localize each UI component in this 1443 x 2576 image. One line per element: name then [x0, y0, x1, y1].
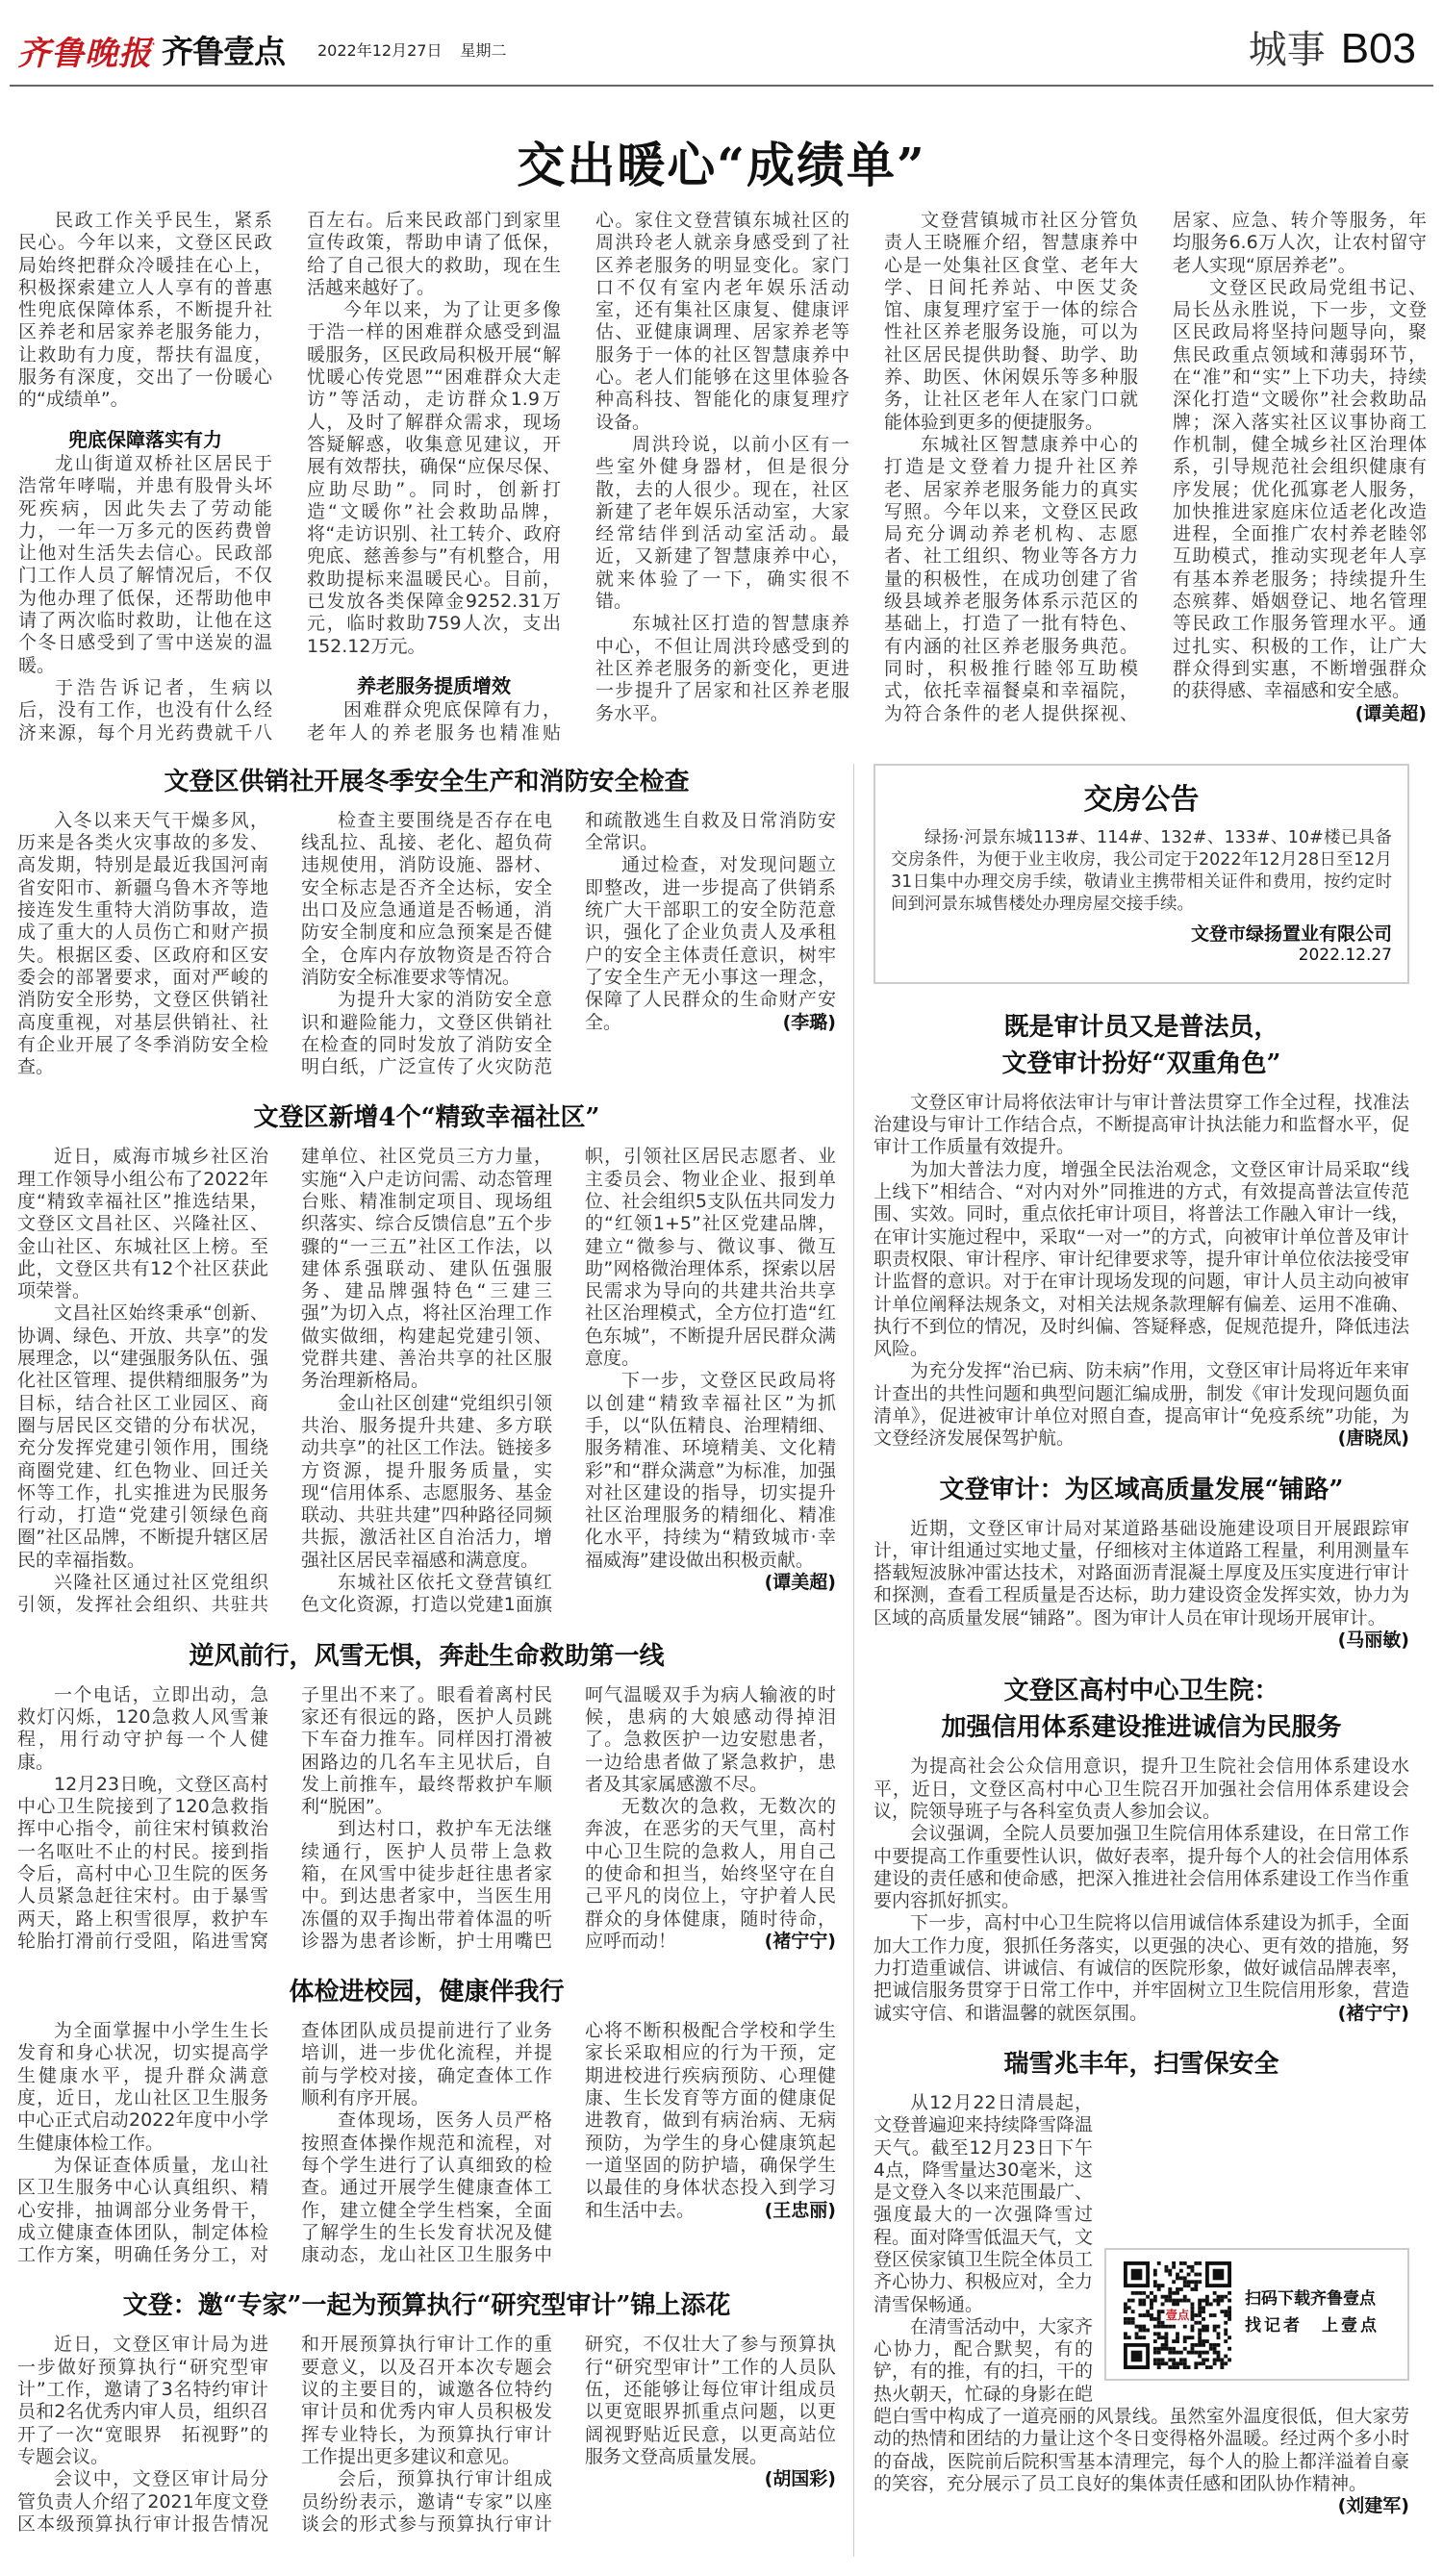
gxs-article-body	[17, 810, 836, 1079]
lower-section	[0, 764, 1443, 2576]
qr-code-icon[interactable]	[1124, 2261, 1231, 2369]
rescue-title: 逆风前行，风雪无惧，奔赴生命救助第一线	[189, 1641, 665, 1671]
paragraph-text: 近日，文登区审计局为进一步做好预算执行“研究型审计”工作，邀请了3名特约审计员和2名优秀内审人员，组织召开了一次“宽眼界 拓视野”的专题会议。	[17, 2334, 268, 2467]
qr-promo-box	[1104, 2248, 1409, 2381]
author-byline: (刘建军)	[1337, 2495, 1409, 2517]
lead-article-title: 交出暖心“成绩单”	[517, 137, 926, 193]
snow-article	[873, 2046, 1409, 2518]
paragraph-text: 会议强调，全院人员要加强卫生院信用体系建设，在日常工作中要提高工作重要性认识，做好表率，提升每个人的社会信用体系建设的责任感和使命感，把深入推进社会信用体系建设工作当作重要内容抓好抓实。	[873, 1823, 1409, 1912]
audit-law-title-2: 文登审计扮好“双重角色”	[1001, 1048, 1281, 1078]
happy-community-article	[17, 1099, 836, 1616]
clinic-title-2: 加强信用体系建设推进诚信为民服务	[941, 1713, 1342, 1743]
author-byline: (唐晓凤)	[1337, 1427, 1409, 1450]
notice-company: 文登市绿扬置业有限公司	[1190, 922, 1392, 945]
notice-title: 交房公告	[1083, 782, 1200, 817]
paragraph	[17, 2020, 268, 2155]
paragraph-text: 为保证查体质量，龙山社区卫生服务中心认真组织、精心安排，抽调部分业务骨干，成立健康查体团队，制定体检工作方案，明确任务分工，对查体团队成员提前进行了业务培训，进一步优化流程，并提前与学校对接，确定查体工作顺利有序开展。	[17, 2020, 552, 2266]
paragraph-text: 在清雪活动中，大家齐心协力，配合默契，有的铲，有的推，有的扫，干的热火朝天，忙碌的身影在皑皑白雪中构成了一道亮丽的风景线。虽然室外温度很低，但大家劳动的热情和团结的力量让这个冬日变得格外温暖。经过两个多小时的奋战，医院前后院积雪基本清理完，每个人的脸上都洋溢着自豪的笑容，充分展示了员工良好的集体责任感和团队协作精神。	[873, 2315, 1409, 2494]
paragraph-text: 为全面掌握中小学生生长发育和身心状况，切实提高学生健康水平，提升群众满意度，近日，龙山社区卫生服务中心正式启动2022年度中小学生健康体检工作。	[17, 2020, 268, 2154]
date-text: 2022年12月27日	[317, 41, 443, 60]
paragraph	[585, 1370, 836, 1594]
paragraph-text: 为充分发挥“治已病、防未病”作用，文登区审计局将近年来审计查出的共性问题和典型问题汇编成册，制发《审计发现问题负面清单》，促进被审计单位对照自查，提高审计“免疫系统”功能，为文登经济发展保驾护航。	[873, 1360, 1409, 1450]
paragraph-text: 文登区审计局将依法审计与审计普法贯穿工作全过程，找准法治建设与审计工作结合点，不断提高审计执法能力和监督水平，促审计工作质量有效提升。	[873, 1091, 1409, 1158]
paragraph	[301, 810, 552, 989]
paragraph	[307, 299, 561, 658]
subheading	[18, 429, 272, 451]
housing-notice	[873, 764, 1409, 984]
paragraph-text: 民政工作关乎民生，紧系民心。今年以来，文登区民政局始终把群众冷暖挂在心上，积极探索建立人人享有的普惠性兜底保障体系，不断提升社区养老和居家养老服务能力，让救助有力度，帮扶有温度，服务有深度，交出了一份暖心的“成绩单”。	[18, 210, 272, 411]
paragraph	[1173, 276, 1427, 724]
paragraph	[17, 1302, 268, 1572]
subheading	[307, 675, 561, 697]
snow-body	[873, 2091, 1409, 2517]
budget-title: 文登：邀“专家”一起为预算执行“研究型审计”锦上添花	[122, 2291, 731, 2321]
section-name: 城事	[1248, 28, 1326, 72]
paragraph-text: 近期，文登区审计局对某道路基础设施建设项目开展跟踪审计，审计组通过实地丈量，仔细核对主体道路工程量，利用测量车搭载短波脉冲雷达技术，对路面沥青混凝土厚度及压实度进行审计和探测，查看工程质量是否达标，助力建设资金发挥实效，协力为区域的高质量发展“铺路”。图为审计人员在审计现场开展审计。	[873, 1517, 1409, 1629]
author-byline: (胡国彩)	[764, 2468, 836, 2490]
gxs-article	[17, 764, 836, 1079]
paragraph-text: 周洪玲说，以前小区有一些室外健身器材，但是很分散，去的人很少。现在，社区新建了老年娱乐活动室，大家经常结伴到活动室活动。最近，又新建了智慧康养中心，就来体验了一下，确实很不错。	[595, 433, 849, 613]
budget-article	[17, 2287, 836, 2536]
paragraph	[301, 1393, 552, 1572]
paragraph-text: 无数次的急救，无数次的奔波，在恶劣的天气里，高村中心卫生院的急救人，用自己的使命和担当，始终坚守在自己平凡的岗位上，守护着人民群众的身体健康，随时待命，应呼而动！	[585, 1796, 836, 1952]
paragraph-text: 入冬以来天气干燥多风，历来是各类火灾事故的多发、高发期，特别是最近我国河南省安阳市、新疆乌鲁木齐等地接连发生重特大消防事故，造成了重大的人员伤亡和财产损失。根据区委、区政府和区安委会的部署要求，面对严峻的消防安全形势，文登区供销社高度重视，对基层供销社、社有企业开展了冬季消防安全检查。	[17, 809, 268, 1078]
subheading-text: 养老服务提质增效	[357, 673, 511, 697]
logo-separator: ·	[151, 35, 157, 53]
happy-community-body	[17, 1146, 836, 1616]
paragraph-text: 困难群众兜底保障有力，老年人的养老服务也精准贴心。家住文登营镇东城社区的周洪玲老人就亲身感受到了社区养老服务的明显变化。家门口不仅有室内老年娱乐活动室，还有集社区康复、健康评估、亚健康调理、居家养老等服务于一体的社区智慧康养中心。老人们能够在这里体验各种高科技、智能化的康复理疗设备。	[307, 210, 849, 744]
author-byline: (褚宁宁)	[1337, 2002, 1409, 2024]
qr-center-label: 壹点	[1165, 2309, 1190, 2323]
paragraph	[595, 434, 849, 613]
subheading-text: 兜底保障落实有力	[68, 427, 222, 451]
audit-road-article	[873, 1472, 1409, 1653]
author-byline: (谭美超)	[1354, 702, 1427, 724]
paragraph	[873, 1517, 1409, 1652]
happy-community-title: 文登区新增4个“精致幸福社区”	[253, 1103, 600, 1133]
author-byline: (谭美超)	[764, 1572, 836, 1594]
paragraph-text: 文登区民政局党组书记、局长丛永胜说，下一步，文登区民政局将坚持问题导向，聚焦民政重点领域和薄弱环节，在“准”和“实”上下功夫，持续深化打造“文暖你”社会救助品牌；深入落实社区议事协商工作机制，健全城乡社区治理体系，引导规范社会组织健康有序发展；优化孤寡老人服务，加快推进家庭床位适老化改造进程，全面推广农村养老睦邻互助模式，推动实现老年人享有基本养老服务；持续提升生态殡葬、婚姻登记、地名管理等民政工作服务管理水平。通过扎实、积极的工作，让广大群众得到实惠，不断增强群众的获得感、幸福感和安全感。	[1173, 276, 1427, 702]
paragraph-text: 文昌社区始终秉承“创新、协调、绿色、开放、共享”的发展理念，以“建强服务队伍、强化社区管理、提供精细服务”为目标，结合社区工业园区、商圈与居民区交错的分布状况，充分发挥党建引领作用，围绕商圈党建、红色物业、回迁关怀等工作，扎实推进为民服务行动，打造“党建引领绿色商圈”社区品牌，不断提升辖区居民的幸福指数。	[17, 1302, 268, 1571]
notice-date: 2022.12.27	[1298, 945, 1392, 965]
paragraph	[873, 1092, 1409, 1159]
paragraph-text: 为提升大家的消防安全意识和避险能力，文登区供销社在检查的同时发放了消防安全明白纸，广泛宣传了火灾防范和疏散逃生自救及日常消防安全常识。	[301, 809, 836, 1078]
paragraph-text: 于浩告诉记者，生病以后，没有工作，也没有什么经济来源，每个月光药费就千八百左右。后来民政部门到家里宣传政策，帮助申请了低保，给了自己很大的救助，现在生活越来越好了。	[18, 210, 561, 744]
paragraph-text: 东城社区依托文登营镇红色文化资源，打造以党建1面旗帜，引领社区居民志愿者、业主委员会、物业企业、报到单位、社会组织5支队伍共同发力的“红领1+5”社区党建品牌，建立“微参与、微议事、微互助”网格微治理体系，探索以居民需求为导向的共建共治共享社区治理模式，全方位打造“红色东城”，不断提升居民群众满意度。	[301, 1146, 836, 1616]
paragraph-text: 为加大普法力度，增强全民法治观念，文登区审计局采取“线上线下”相结合、“对内对外”同推进的方式，有效提高普法宣传范围、实效。同时，重点依托审计项目，将普法工作融入审计一线，在审计实施过程中，采取“一对一”的方式，向被审计单位普及审计职责权限、审计程序、审计纪律要求等，提升审计单位依法接受审计监督的意识。对于在审计现场发现的问题，审计人员主动向被审计单位阐释法规条文，对相关法规条款理解有偏差、运用不准确、执行不到位的情况，及时纠偏、答疑释惑，促规范提升，降低违法风险。	[873, 1158, 1409, 1360]
paragraph	[17, 2334, 268, 2468]
paragraph-text: 龙山街道双桥社区居民于浩常年哮喘，并患有股骨头坏死疾病，因此失去了劳动能力，一年一万多元的医药费曾让他对生活失去信心。民政部门工作人员了解情况后，不仅为他办理了低保，还帮助他申请了两次临时救助，让他在这个冬日感受到了雪中送炭的温暖。	[18, 452, 272, 676]
page-number: B03	[1340, 25, 1416, 72]
paragraph-text: 东城社区智慧康养中心的打造是文登着力提升社区养老、居家养老服务能力的真实写照。今年以来，文登区民政局充分调动养老机构、志愿者、社工组织、物业等各方力量的积极性，在成功创建了省级县域养老服务体系示范区的基础上，打造了一批有特色、有内涵的社区养老服务典范。同时，积极推行睦邻互助模式，依托幸福餐桌和幸福院，为符合条件的老人提供探视、居家、应急、转介等服务，年均服务6.6万人次，让农村留守老人实现“原居养老”。	[884, 210, 1427, 724]
weekday-text: 星期二	[460, 41, 507, 60]
paragraph-text: 检查主要围绕是否存在电线乱拉、乱接、老化、超负荷违规使用，消防设施、器材、安全标志是否齐全达标，安全出口及应急通道是否畅通，消防安全制度和应急预案是否健全，仓库内存放物资是否符合消防安全标准要求等情况。	[301, 809, 552, 988]
qr-line-1: 扫码下载齐鲁壹点	[1245, 2288, 1376, 2309]
rescue-body	[17, 1684, 836, 1954]
lead-article-body	[18, 210, 1427, 745]
audit-law-article	[873, 1009, 1409, 1451]
paragraph	[873, 1360, 1409, 1450]
gxs-article-title: 文登区供销社开展冬季安全生产和消防安全检查	[164, 767, 690, 796]
author-byline: (王忠丽)	[764, 2199, 836, 2221]
author-byline: (褚宁宁)	[764, 1930, 836, 1952]
author-byline: (马丽敏)	[1337, 1629, 1409, 1652]
audit-road-body	[873, 1517, 1409, 1652]
paragraph-text: 查体现场，医务人员严格按照查体操作规范和流程，对每个学生进行了认真细致的检查。通过开展学生健康查体工作，建立健全学生档案，全面了解学生的生长发育状况及健康动态，龙山社区卫生服务中心将不断积极配合学校和学生家长采取相应的行为干预，定期进校进行疾病预防、心理健康、生长发育等方面的健康促进教育，做到有病治病、无病预防，为学生的身心健康筑起一道坚固的防护墙，确保学生以最佳的身体状态投入到学习和生活中去。	[301, 2020, 836, 2266]
paragraph	[873, 1755, 1409, 1823]
audit-law-body	[873, 1092, 1409, 1451]
clinic-article	[873, 1673, 1409, 2025]
paragraph-text: 今年以来，为了让更多像于浩一样的困难群众感受到温暖服务，区民政局积极开展“解忧暖心传党恩”“困难群众大走访”等活动，走访群众1.9万人，及时了解群众需求，现场答疑解惑，收集意见建议，开展有效帮扶，确保“应保尽保、应助尽助”。同时，创新打造“文暖你”社会救助品牌，将“走访识别、社工转介、政府兜底、慈善参与”有机整合，用救助提标来温暖民心。目前，已发放各类保障金9252.31万元，临时救助759人次，支出152.12万元。	[307, 299, 561, 657]
paragraph	[17, 1146, 268, 1302]
paragraph-text: 从12月22日清晨起，文登普遍迎来持续降雪降温天气。截至12月23日下午4点，降雪量达30毫米，这是文登入冬以来范围最广、强度最大的一次强降雪过程。面对降雪低温天气，文登区侯家镇卫生院全体员工齐心协力、积极应对，全力清雪保畅通。	[873, 2091, 1094, 2315]
checkup-article	[17, 1974, 836, 2266]
paragraph	[17, 810, 268, 1079]
audit-law-title-1: 既是审计员又是普法员，	[1003, 1012, 1279, 1042]
brand-logo: 齐鲁壹点	[162, 33, 285, 70]
qr-line-2: 找记者 上壹点	[1245, 2315, 1380, 2336]
newspaper-logo: 齐鲁晚报	[17, 35, 152, 73]
paragraph-text: 会后，预算执行审计组成员纷纷表示，邀请“专家”以座谈会的形式参与预算执行审计研究，不仅壮大了参与预算执行“研究型审计”工作的人员队伍，还能够让每位审计组成员以更宽眼界抓重点问题，以更阔视野贴近民意，以更高站位服务文登高质量发展。	[301, 2334, 836, 2535]
paragraph	[595, 613, 849, 724]
notice-body: 绿扬·河景东城113#、114#、132#、133#、10#楼已具备交房条件，为便于业主收房，我公司定于2022年12月28日至12月31日集中办理交房手续，敬请业主携带相关证件和费用，按约定时间到河景东城售楼处办理房屋交接手续。	[891, 827, 1392, 914]
paragraph-text: 金山社区创建“党组织引领共治、服务提升共建、多方联动共享”的社区工作法。链接多方资源，提升服务质量，实现“信用体系、志愿服务、基金联动、共驻共建”四种路径同频共振，激活社区自治活力，增强社区居民幸福感和满意度。	[301, 1392, 552, 1571]
clinic-title-1: 文登区高村中心卫生院：	[1003, 1677, 1279, 1706]
paragraph-text: 一个电话，立即出动，急救灯闪烁，120急救人风雪兼程，用行动守护每一个人健康。	[17, 1683, 268, 1773]
checkup-title: 体检进校园，健康伴我行	[289, 1978, 565, 2008]
paragraph	[873, 1823, 1409, 1912]
rescue-article	[17, 1638, 836, 1954]
paragraph	[585, 854, 836, 1033]
paragraph	[17, 1684, 268, 1774]
paragraph	[18, 210, 272, 412]
left-column	[17, 764, 854, 2557]
paragraph	[585, 1796, 836, 1953]
checkup-body	[17, 2020, 836, 2266]
paragraph-text: 下一步，高村中心卫生院将以信用诚信体系建设为抓手，全面加大工作力度，狠抓任务落实，以更强的决心、更有效的措施，努力打造重诚信、讲诚信、有诚信的医院形象，做好诚信品牌表率，把诚信服务贯穿于日常工作中，并牢固树立卫生院信用形象，营造诚实守信、和谐温馨的就医氛围。	[873, 1912, 1409, 2024]
paragraph-text: 东城社区打造的智慧康养中心，不但让周洪玲感受到的社区养老服务的新变化，更进一步提升了居家和社区养老服务水平。	[595, 613, 849, 724]
paragraph	[884, 210, 1138, 434]
paragraph	[873, 1912, 1409, 2024]
right-column	[854, 764, 1409, 2539]
paragraph-text: 会议中，文登区审计局分管负责人介绍了2021年度文登区本级预算执行审计报告情况和开展预算执行审计工作的重要意义，以及召开本次专题会议的主要目的，诚邀各位特约审计员和优秀内审人员积极发挥专业特长，为预算执行审计工作提出更多建议和意见。	[17, 2334, 552, 2535]
clinic-body	[873, 1755, 1409, 2025]
paragraph-text: 下一步，文登区民政局将以创建“精致幸福社区”为抓手，以“队伍精良、治理精细、服务精准、环境精美、文化精彩”和“群众满意”为标准，加强对社区建设的指导，切实提升社区治理服务的精细化、精准化水平，持续为“精致城市·幸福威海”建设做出积极贡献。	[585, 1370, 836, 1571]
snow-title: 瑞雪兆丰年，扫雪保安全	[1003, 2049, 1279, 2079]
paragraph-text: 近日，威海市城乡社区治理工作领导小组公布了2022年度“精致幸福社区”推选结果，文登区文昌社区、兴隆社区、金山社区、东城社区上榜。至此，文登区共有12个社区获此项荣誉。	[17, 1146, 268, 1302]
paragraph-text: 通过检查，对发现问题立即整改，进一步提高了供销系统广大干部职工的安全防范意识，强化了企业负责人及承租户的安全主体责任意识，树牢了安全生产无小事这一理念，保障了人民群众的生命财产安全。	[585, 854, 836, 1033]
paragraph-text: 兴隆社区通过社区党组织引领，发挥社会组织、共驻共建单位、社区党员三方力量，实施“入户走访问需、动态管理台账、精准制定项目、现场组织落实、综合反馈信息”五个步骤的“一三五”社区工作法，以建体系强联动、建队伍强服务、建品牌强特色“三建三强”为切入点，将社区治理工作做实做细，构建起党建引领、党群共建、善治共享的社区服务治理新格局。	[17, 1146, 552, 1616]
budget-body	[17, 2334, 836, 2536]
audit-road-title: 文登审计：为区域高质量发展“铺路”	[939, 1475, 1344, 1504]
paragraph	[18, 453, 272, 677]
paragraph-text: 为提高社会公众信用意识，提升卫生院社会信用体系建设水平，近日，文登区高村中心卫生院召开加强社会信用体系建设会议，院领导班子与各科室负责人参加会议。	[873, 1755, 1409, 1822]
paragraph-text: 文登营镇城市社区分管负责人王晓雁介绍，智慧康养中心是一处集社区食堂、老年大学、日间托养站、中医艾灸馆、康复理疗室于一体的综合性社区养老服务设施，可以为社区居民提供助餐、助学、助养、助医、休闲娱乐等多种服务，让社区老年人在家门口就能体验到更多的便捷服务。	[884, 210, 1138, 433]
author-byline: (李璐)	[782, 1011, 836, 1033]
paragraph-text: 12月23日晚，文登区高村中心卫生院接到了120急救指挥中心指令，前往宋村镇救治一名呕吐不止的村民。接到指令后，高村中心卫生院的医务人员紧急赶往宋村。由于暴雪两天，路上积雪很厚，救护车轮胎打滑前行受阻，陷进雪窝子里出不来了。眼看着离村民家还有很远的路，医护人员跳下车奋力推车。同样因打滑被困路边的几名车主见状后，自发上前推车，最终帮救护车顺利“脱困”。	[17, 1683, 552, 1952]
paragraph	[873, 1159, 1409, 1361]
paragraph-text: 到达村口，救护车无法继续通行，医护人员带上急救箱，在风雪中徒步赶往患者家中。到达患者家中，当医生用冻僵的双手掏出带着体温的听诊器为患者诊断，护士用嘴巴呵气温暖双手为病人输液的时候，患病的大娘感动得掉泪了。急救医护一边安慰患者，一边给患者做了紧急救护，患者及其家属感激不尽。	[301, 1683, 836, 1952]
